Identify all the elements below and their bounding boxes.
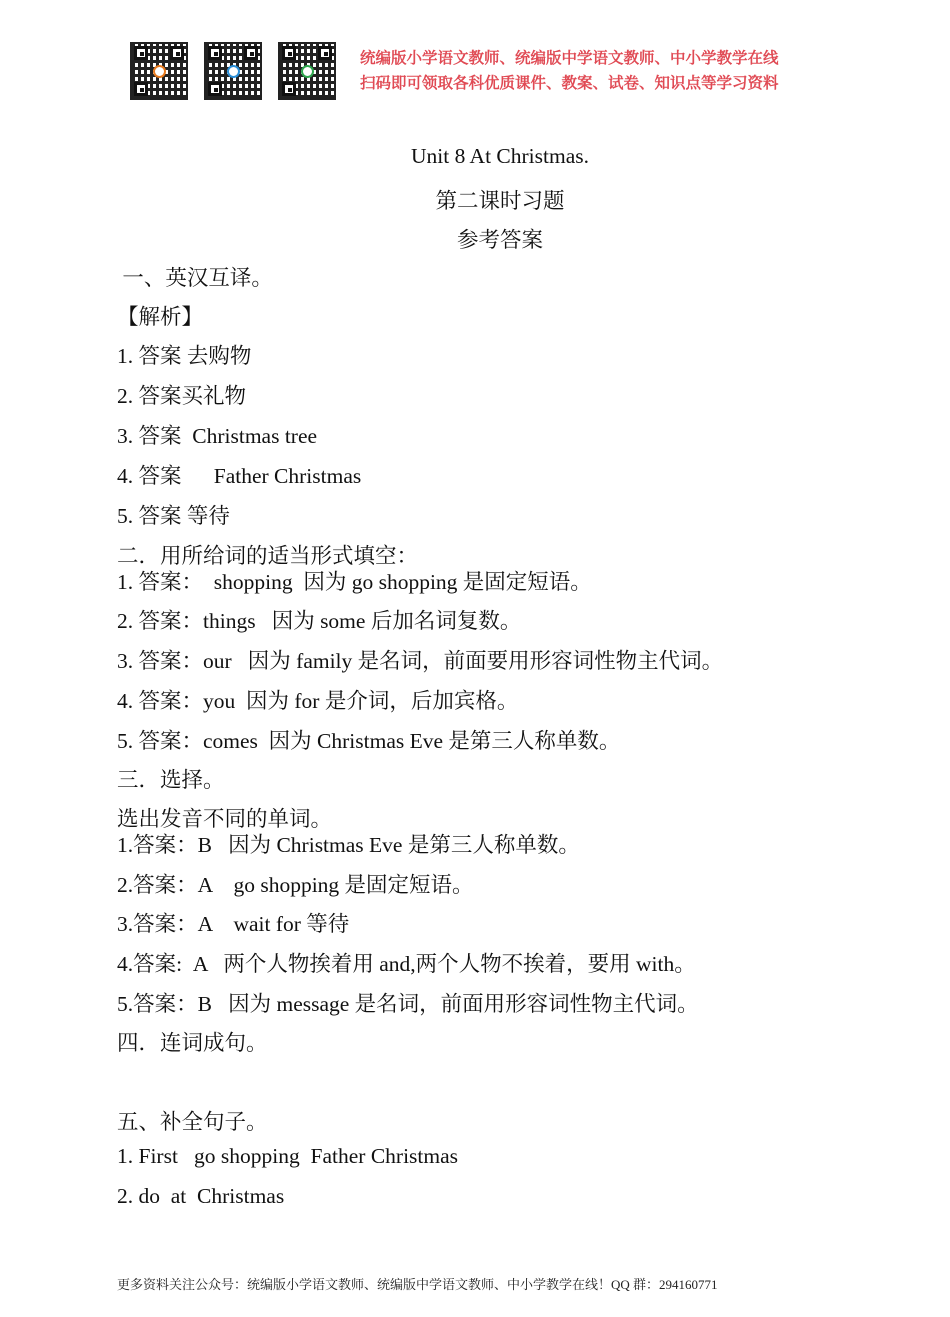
answer-item: 1.答案：B 因为 Christmas Eve 是第三人称单数。	[117, 833, 580, 857]
answer-item: 5. 答案 等待	[117, 504, 230, 528]
section5-heading: 五、补全句子。	[117, 1110, 268, 1134]
answer-item: 3. 答案 Christmas tree	[117, 424, 318, 448]
answer-item: 3.答案：A wait for 等待	[117, 912, 350, 936]
analysis-label: 【解析】	[117, 305, 204, 329]
answer-item: 4. 答案：you 因为 for 是介词，后加宾格。	[117, 689, 519, 713]
lesson-title: 第二课时习题	[435, 189, 565, 213]
answer-item: 5.答案：B 因为 message 是名词，前面用形容词性物主代词。	[117, 992, 699, 1016]
banner-line-2: 扫码即可领取各科优质课件、教案、试卷、知识点等学习资料	[360, 74, 779, 92]
unit-title: Unit 8 At Christmas.	[411, 144, 589, 168]
answer-item: 2. 答案买礼物	[117, 384, 247, 408]
answer-item: 1. 答案： shopping 因为 go shopping 是固定短语。	[117, 570, 592, 594]
qr-code-icon[interactable]	[278, 42, 336, 100]
answer-item: 2. do at Christmas	[117, 1184, 285, 1208]
section4-heading: 四．连词成句。	[117, 1031, 268, 1055]
answer-item: 4.答案: A 两个人物挨着用 and,两个人物不挨着，要用 with。	[117, 952, 696, 976]
header-banner	[128, 40, 828, 104]
qr-code-icon[interactable]	[204, 42, 262, 100]
answer-item: 2.答案：A go shopping 是固定短语。	[117, 873, 474, 897]
promo-banner-text	[360, 46, 779, 96]
qr-code-icon[interactable]	[130, 42, 188, 100]
footer-text: 更多资料关注公众号：统编版小学语文教师、统编版中学语文教师、中小学教学在线！QQ 群：294160771	[117, 1277, 718, 1292]
section1-heading: 一、英汉互译。	[117, 266, 273, 290]
section3-subheading: 选出发音不同的单词。	[117, 807, 333, 831]
answer-item: 1. 答案 去购物	[117, 344, 252, 368]
banner-line-1: 统编版小学语文教师、统编版中学语文教师、中小学教学在线	[360, 49, 779, 67]
answer-item: 1. First go shopping Father Christmas	[117, 1144, 459, 1168]
answer-item: 2. 答案：things 因为 some 后加名词复数。	[117, 609, 522, 633]
answer-item: 3. 答案：our 因为 family 是名词，前面要用形容词性物主代词。	[117, 649, 724, 673]
answers-title: 参考答案	[456, 228, 543, 252]
answer-item: 5. 答案：comes 因为 Christmas Eve 是第三人称单数。	[117, 729, 621, 753]
section3-heading: 三．选择。	[117, 768, 225, 792]
section2-heading: 二．用所给词的适当形式填空：	[117, 544, 419, 568]
answer-item: 4. 答案 Father Christmas	[117, 464, 362, 488]
